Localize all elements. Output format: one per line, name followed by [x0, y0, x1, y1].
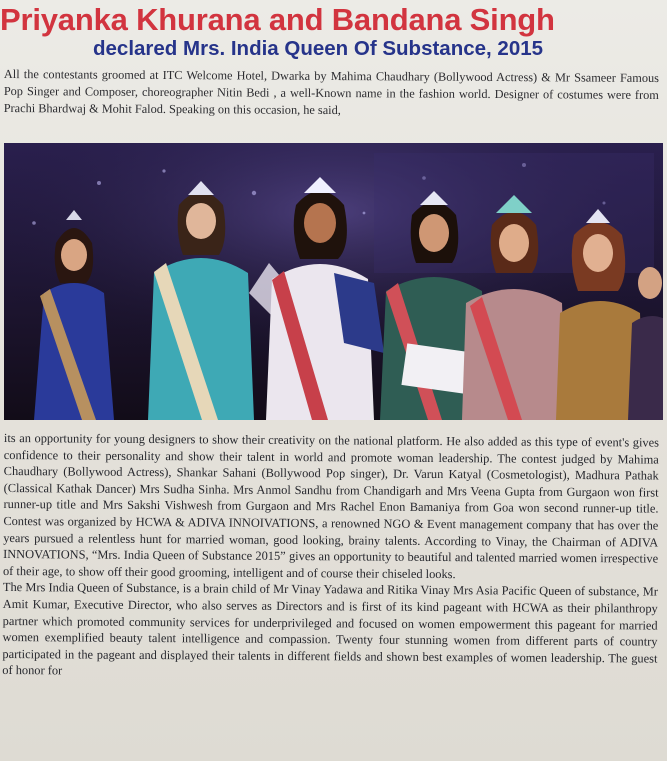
photo-illustration — [4, 143, 663, 420]
body-paragraph-1: its an opportunity for young designers to show their creativity on the national platform. He also added as this type of event's gives confidence to their personality and show their talent in world and promote woman leadership. The contest judged by Mahima Chaudhary (Bollywood Actress), Shankar Sahani (Bollywood Pop singer), Dr. Varun Katyal (Cosmetologist), Madhura Pathak (Classical Kathak Dancer) Mrs Sudha Sinha. Mrs Anmol Sandhu from Chandigarh and Mrs Veena Gupta from Gurgaon won first runner-up title and Mrs Sakshi Vishwesh from Gurgaon and Mrs Rachel Enon Bamaniya from Goa won second runner-up title. Contest was organized by HCWA & ADIVA INNOIVATIONS, a renowned NGO & Event management company that has over the years pursued a relentless hunt for married woman, good looking, brainy talents. According to Vinay, the Chairman of ADIVA INNOVATIONS, “Mrs. India Queen of Substance 2015” gives an opportunity to beautiful and talented married women irrespective of their age, to show off their good grooming, intelligent and of course their chiseled looks. — [2, 430, 659, 581]
event-photo — [4, 143, 663, 420]
body-paragraph-2: The Mrs India Queen of Substance, is a brain child of Mr Vinay Yadawa and Ritika Vinay Mrs Asia Pacific Queen of substance, Mr Amit Kumar, Executive Director, who also serves as Directors and is first of its kind pageant with HCWA as their philanthropy partner which promoted community services for underprivileged and focused on women empowerment this pageant for married women exemplified beauty talent intelligence and compassion. Twenty four stunning women from different parts of country participated in the pageant and displayed their talents in different fields and shown best examples of women leadership. The guest of honor for — [2, 580, 658, 678]
headline: Priyanka Khurana and Bandana Singh — [0, 2, 555, 37]
article-body — [2, 430, 659, 683]
intro-paragraph: All the contestants groomed at ITC Welcome Hotel, Dwarka by Mahima Chaudhary (Bollywood Actress) & Mr Ssameer Famous Pop Singer and Composer, choreographer Nitin Bedi , a well-Known name in the fashion world. Designer of costumes were from Prachi Bhardwaj & Mohit Falod. Speaking on this occasion, he said, — [3, 66, 659, 118]
subheadline: declared Mrs. India Queen Of Substance, 2015 — [93, 37, 544, 60]
